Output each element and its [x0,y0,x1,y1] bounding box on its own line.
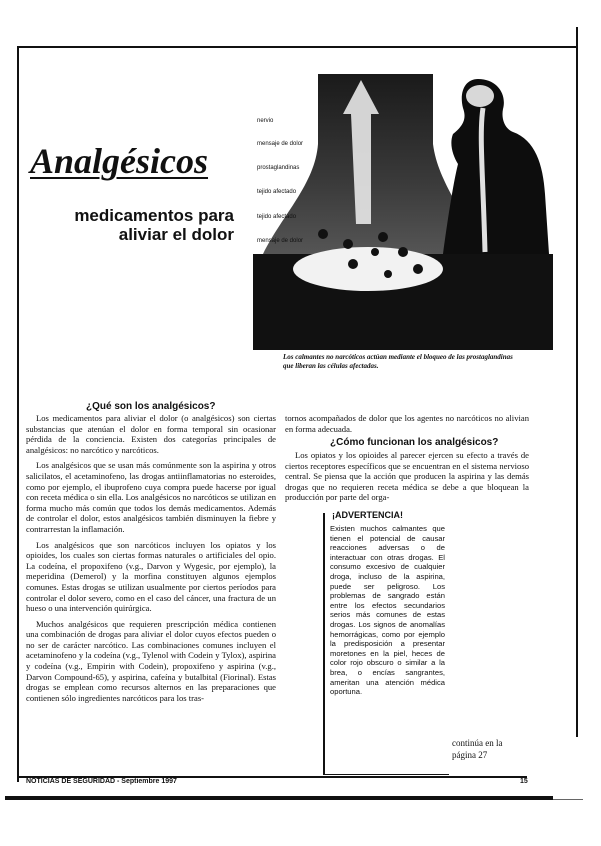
section1-paragraph: Los analgésicos que son narcóticos incluyen los opiatos y los opioides, los cuales son ciertas formas naturales o artificiales del opio. La codeína, el propoxifeno (v.g., Darvon y Wygesic, por ejemplo), la meperidina (Demerol) y la morfina constituyen algunos ejemplos comunes. Estas drogas se utilizan usualmente por ciertos períodos para controlar el dolor severo, como en el caso del cáncer, una fractura de un hueso o una intervención quirúrgica. [26,539,276,614]
section2-heading: ¿Cómo funcionan los analgésicos? [330,437,499,448]
prostaglandin-dot [343,239,353,249]
section2-paragraph: Los opiatos y los opioides al parecer ejercen su efecto a través de ciertos receptores específicos que se encuentran en el sistema nervioso central. Se piensa que la acción que producen la aspirina y las demás drogas que no requieren receta médica se debe a que bloquean la producción por parte del orga- [285,450,529,503]
figure-label: prostaglandinas [257,165,300,171]
section1-paragraph: Muchos analgésicos que requieren prescripción médica contienen una combinación de drogas para aliviar el dolor cuyos efectos pueden o no ser de carácter narcótico. Las combinaciones comunes incluyen el acetaminofeno y la codeína (v.g., Tylenol with Codein y Tylox), aspirina y codeína (v.g., Empirin with Codein), propoxifeno y aspirina (v.g., Darvon Compound-65), y aspirina, cafeína y butalbital (Fiorinal). Estas drogas se emplean como recursos alternos en las preparaciones que contienen sólo ingredientes narcóticos para los tras- [26,618,276,703]
subtitle-line2: aliviar el dolor [118,225,234,244]
footer-publication: NOTICIAS DE SEGURIDAD - Septiembre 1997 [26,778,177,785]
right-column-lead [285,413,529,439]
section1-paragraph: Los analgésicos que se usan más comúnmente son la aspirina y otros salicilatos, el acetaminofeno, las drogas antiinflamatorias no esteroides, como por ejemplo, el ibuprofeno cuya compra puede hacerse por igual con receta médica o sin ella. Los analgésicos no narcóticos se utilizan en forma mucho más común que todos los demás medicamentos. Además de controlar el dolor, estos analgésicos también disminuyen la fiebre y contrarrestan la inflamación. [26,460,276,534]
page-title: Analgésicos [30,141,209,181]
warning-text: Existen muchos calmantes que tienen el potencial de causar reacciones adversas o de interactuar con otras drogas. El consumo excesivo de cualquier droga, incluso de la aspirina, puede ser peligroso. Los problemas de sangrado están entre los efectos secundarios serios más comunes de estas drogas. Los signos de anomalías hemorrágicas, como por ejemplo la predisposición a presentar moretones en la piel, heces de color rojo obscuro o similar a la brea, o encías sangrantes, ameritan una atención médica oportuna. [330,524,445,697]
continue-line2: página 27 [452,750,488,760]
brain-glow [466,85,494,107]
bottom-bar-tail [553,799,583,800]
section1-heading: ¿Qué son los analgésicos? [86,401,216,412]
figure-label: mensaje de dolor [257,238,304,244]
section2-lead-in: tornos acompañados de dolor que los agentes no narcóticos no alivian en forma adecuada. [285,413,529,434]
subtitle-line1: medicamentos para [74,206,234,225]
continue-line1: continúa en la [452,738,503,748]
prostaglandin-dot [348,259,358,269]
section1-paragraph: Los medicamentos para aliviar el dolor (o analgésicos) son ciertas substancias que atenúan el dolor en forma temporal sin ocasionar pérdida de la conciencia. Existen dos categorías principales de analgésicos: no narcótico y narcóticos. [26,413,276,455]
figure-label: tejido afectado [257,214,297,220]
page-number: 15 [520,778,528,785]
prostaglandin-dot [318,229,328,239]
left-column [26,413,276,773]
left-frame-rule [17,46,19,782]
right-frame-rule [576,27,578,737]
prostaglandin-dot [378,232,388,242]
top-rule [17,46,577,48]
figure-label: tejido afectado [257,189,297,195]
figure-caption: Los calmantes no narcóticos actúan mediante el bloqueo de las prostaglandinas que liberan las células afectadas. [283,353,513,370]
bottom-bar [5,796,553,800]
pain-mechanism-illustration [253,74,553,350]
prostaglandin-dot [384,270,392,278]
prostaglandin-dot [413,264,423,274]
prostaglandin-dot [371,248,379,256]
figure-label: nervio [257,118,274,124]
figure-label: mensaje de dolor [257,141,304,147]
warning-heading: ¡ADVERTENCIA! [332,510,403,520]
section2-body [285,450,529,508]
prostaglandin-dot [398,247,408,257]
